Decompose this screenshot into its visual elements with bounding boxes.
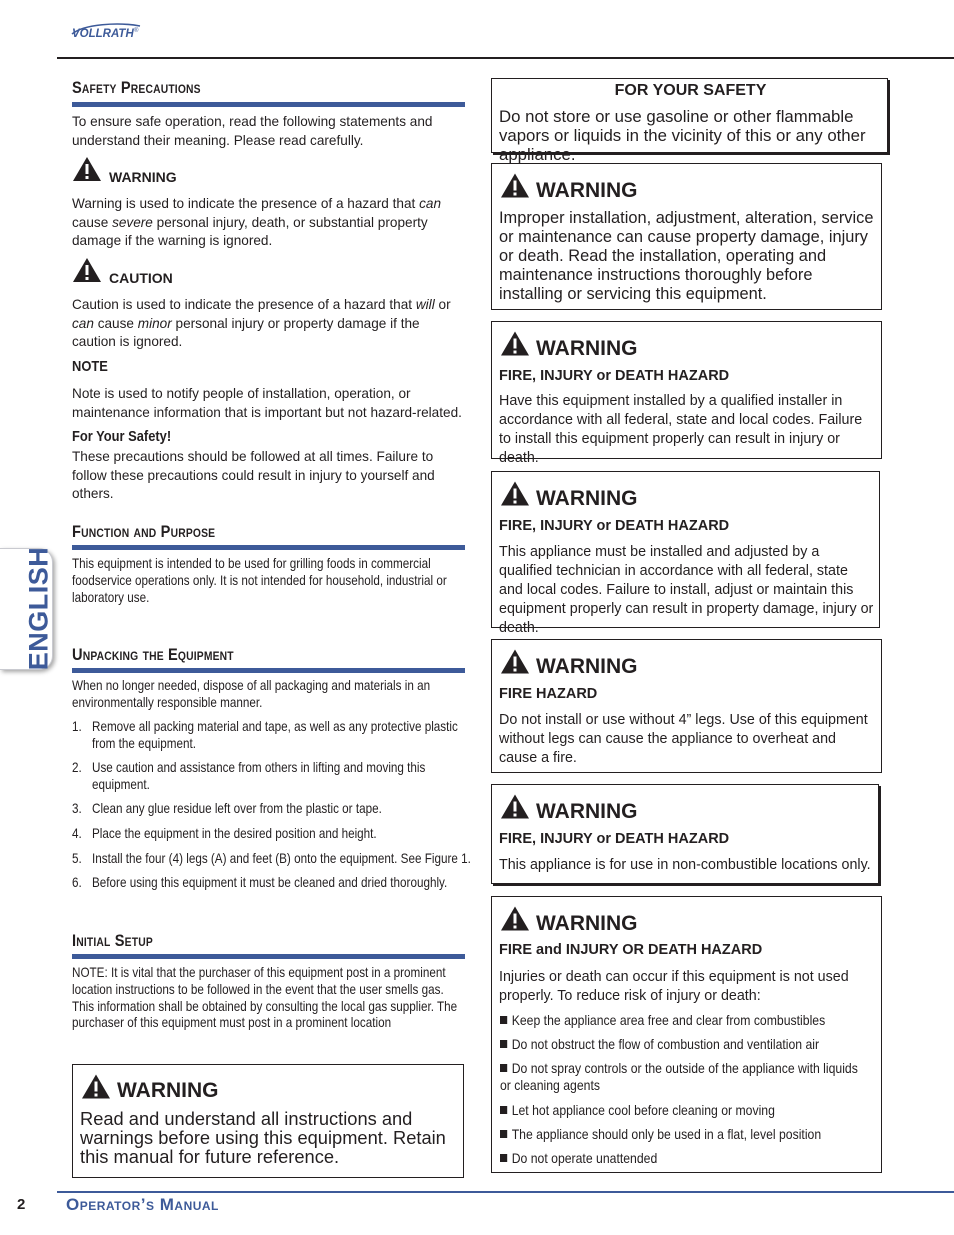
warning-box	[491, 896, 882, 1173]
for-your-safety-label: For Your Safety!	[72, 428, 172, 445]
warning-box	[491, 639, 882, 773]
warning-title: WARNING	[536, 800, 638, 823]
square-bullet-icon	[500, 1106, 507, 1114]
unpacking-step-text: Install the four (4) legs (A) and feet (B) onto the equipment. See Figure 1.	[92, 851, 471, 866]
warning-definition: Warning is used to indicate the presence of a hazard that can cause severe personal injury, death, or substantial property damage if the warning is ignored.	[72, 196, 442, 248]
unpacking-step-text: Remove all packing material and tape, as well as any protective plastic from the equipment.	[92, 719, 458, 751]
warning-title: WARNING	[117, 1079, 219, 1102]
warning-triangle-icon	[500, 905, 530, 937]
hazard-label: FIRE, INJURY or DEATH HAZARD	[499, 831, 730, 847]
warning-label: WARNING	[109, 169, 177, 185]
list-item: Do not obstruct the flow of combustion and ventilation air	[500, 1037, 860, 1054]
square-bullet-icon	[500, 1130, 507, 1138]
warning-triangle-icon	[500, 793, 530, 825]
warning-text: Read and understand all instructions and warnings before using this equipment. Retain this manual for future reference.	[80, 1108, 446, 1167]
footer-rule	[57, 1191, 954, 1193]
list-item: The appliance should only be used in a flat, level position	[500, 1127, 860, 1144]
warning-box	[491, 471, 880, 636]
page-number: 2	[17, 1196, 26, 1213]
note-label: NOTE	[72, 358, 108, 375]
caution-label: CAUTION	[109, 270, 173, 286]
warning-title: WARNING	[536, 487, 638, 510]
unpacking-step-text: Before using this equipment it must be cleaned and dried thoroughly.	[92, 875, 448, 890]
warning-text: Do not install or use without 4” legs. Use of this equipment without legs can cause the appliance to overheat and cause a fire.	[499, 712, 868, 766]
for-your-safety-text: Do not store or use gasoline or other flammable vapors or liquids in the vicinity of this or any other appliance.	[499, 107, 866, 164]
unpacking-step: 1.	[72, 719, 82, 734]
for-your-safety-text: These precautions should be followed at all times. Failure to follow these precautions could result in injury to yourself and others.	[72, 449, 435, 501]
footer-title: Operator’s Manual	[66, 1195, 219, 1214]
note-definition: Note is used to notify people of installation, operation, or maintenance information that is important but not hazard-related.	[72, 386, 462, 420]
warning-text: Have this equipment installed by a qualified installer in accordance with all federal, state and local codes. Failure to install this equipment properly can result in injury or death.	[499, 393, 863, 466]
hazard-label: FIRE, INJURY or DEATH HAZARD	[499, 368, 730, 384]
square-bullet-icon	[500, 1016, 507, 1024]
square-bullet-icon	[500, 1064, 507, 1072]
function-text: This equipment is intended to be used for grilling foods in commercial foodservice operations only. It is not intended for household, industrial or laboratory use.	[72, 556, 447, 605]
header-rule	[57, 57, 954, 59]
warning-title: WARNING	[536, 912, 638, 935]
for-your-safety-box	[491, 78, 888, 164]
logo-trademark: ®	[134, 28, 139, 34]
warning-text: This appliance must be installed and adjusted by a qualified technician in accordance with all federal, state and local codes. Failure to install, adjust or maintain this equipment properly can result in property damage, injury or death.	[499, 544, 874, 636]
unpacking-step: 3.	[72, 801, 82, 816]
unpacking-step-text: Place the equipment in the desired position and height.	[92, 826, 377, 841]
safety-intro: To ensure safe operation, read the following statements and understand their meaning. Please read carefully.	[72, 114, 433, 148]
warning-triangle-icon	[500, 172, 530, 204]
warning-triangle-icon	[500, 480, 530, 512]
section-title-safety: Safety Precautions	[72, 78, 201, 97]
warning-triangle-icon	[500, 648, 530, 680]
section-bar	[72, 545, 465, 550]
unpacking-step-text: Clean any glue residue left over from the plastic or tape.	[92, 801, 382, 816]
warning-box	[491, 784, 879, 884]
square-bullet-icon	[500, 1040, 507, 1048]
warning-title: WARNING	[536, 337, 638, 360]
unpacking-intro: When no longer needed, dispose of all packaging and materials in an environmentally responsible manner.	[72, 678, 431, 710]
unpacking-step: 5.	[72, 851, 82, 866]
warning-box-read-instructions	[72, 1064, 464, 1178]
list-item: Keep the appliance area free and clear from combustibles	[500, 1013, 860, 1030]
section-title-setup: Initial Setup	[72, 931, 153, 950]
logo-text: VOLLRATH	[72, 28, 134, 40]
section-title-function: Function and Purpose	[72, 522, 216, 541]
unpacking-step: 6.	[72, 875, 82, 890]
warning-title: WARNING	[536, 179, 638, 202]
section-title-unpacking: Unpacking the Equipment	[72, 645, 234, 664]
unpacking-step: 2.	[72, 760, 82, 775]
vollrath-logo	[70, 20, 140, 44]
warning-text: Improper installation, adjustment, alteration, service or maintenance can cause property damage, injury or death. Read the installation, operating and maintenance instructions thoroughly before installing or servicing this equipment.	[499, 209, 874, 303]
warning-triangle-icon	[81, 1073, 111, 1105]
list-item: Let hot appliance cool before cleaning or moving	[500, 1103, 860, 1120]
warning-title: WARNING	[536, 655, 638, 678]
section-bar	[72, 668, 465, 673]
caution-definition: Caution is used to indicate the presence of a hazard that will or can cause minor personal injury or property damage if the caution is ignored.	[72, 297, 451, 349]
language-tab-label: ENGLISH	[23, 546, 54, 671]
square-bullet-icon	[500, 1154, 507, 1162]
unpacking-step-text: Use caution and assistance from others in lifting and moving this equipment.	[92, 760, 426, 792]
list-item: Do not spray controls or the outside of the appliance with liquids or cleaning agents	[500, 1061, 858, 1093]
warning-box	[491, 321, 882, 466]
hazard-label: FIRE and INJURY OR DEATH HAZARD	[499, 942, 763, 958]
warning-box	[491, 163, 882, 310]
warning-text: Injuries or death can occur if this equipment is not used properly. To reduce risk of injury or death:	[499, 969, 849, 1004]
for-your-safety-title: FOR YOUR SAFETY	[614, 82, 767, 99]
warning-triangle-icon	[72, 156, 102, 187]
section-bar	[72, 102, 465, 107]
list-item: Do not operate unattended	[500, 1151, 860, 1168]
section-bar	[72, 954, 465, 959]
hazard-label: FIRE, INJURY or DEATH HAZARD	[499, 518, 730, 534]
warning-triangle-icon	[500, 330, 530, 362]
setup-text: NOTE: It is vital that the purchaser of this equipment post in a prominent location instructions to be followed in the event that the user smells gas. This information shall be obtained by consulting the local gas supplier. The purchaser of this equipment must post in a prominent location	[72, 965, 458, 1031]
unpacking-step: 4.	[72, 826, 82, 841]
hazard-label: FIRE HAZARD	[499, 686, 598, 702]
warning-text: This appliance is for use in non-combustible locations only.	[499, 857, 871, 873]
caution-triangle-icon	[72, 257, 102, 288]
